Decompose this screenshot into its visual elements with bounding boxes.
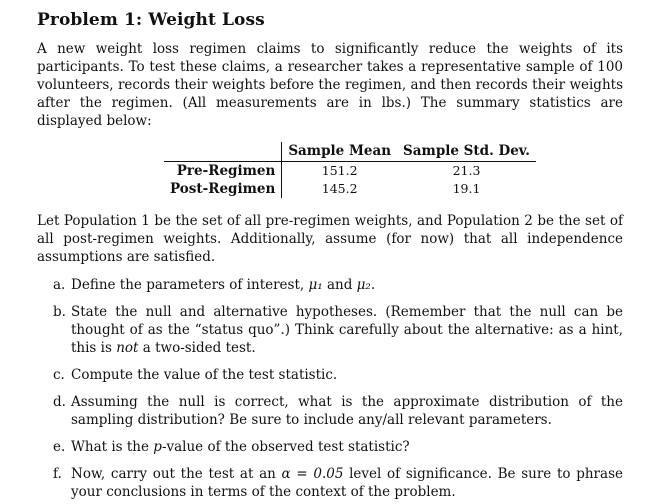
question-marker: c. [53,367,65,383]
population-setup: Let Population 1 be the set of all pre-regimen weights, and Population 2 be the set of all post-regimen weights. Additionally, assume (for now) that all independence assumptions are satisfied. [37,213,623,265]
question-text-end: -value of the observed test statistic? [161,439,410,455]
sentence-end: . [370,277,376,293]
question-marker: b. [53,304,66,320]
question-d [53,393,623,429]
summary-table-wrapper [37,142,623,198]
mu1-symbol: μ₁ [308,277,323,293]
question-text-end: a two-sided test. [138,340,256,356]
question-text: Define the parameters of interest, [71,277,309,293]
question-a [53,276,623,294]
cell-post-mean: 145.2 [321,181,358,196]
conjunction: and [322,277,357,293]
question-marker: a. [53,277,66,293]
question-text: Assuming the null is correct, what is the approximate distribution of the sampling distribution? Be sure to include any/all relevant parameters. [71,394,623,428]
problem-title: Problem 1: Weight Loss [37,10,265,30]
problem-intro: A new weight loss regimen claims to significantly reduce the weights of its participants. To test these claims, a researcher takes a representative sample of 100 volunteers, records their weights before the regimen, and then records their weights after the regimen. (All measurements are in lbs.) The summary statistics are displayed below: [37,41,623,129]
emphasis-not: not [116,340,139,356]
table-corner-cell [164,142,282,162]
row-label-pre: Pre-Regimen [164,162,282,181]
question-b [53,303,623,357]
table-row [164,180,536,198]
column-header-sd: Sample Std. Dev. [397,142,536,162]
summary-statistics-table [164,142,536,198]
column-header-mean: Sample Mean [282,142,397,162]
question-text: What is the [71,439,154,455]
question-text-end: level of significance. Be sure to phrase your conclusions in terms of the context of the problem. [71,466,623,500]
cell-post-sd: 19.1 [452,181,481,196]
question-marker: e. [53,439,66,455]
question-list [37,276,623,501]
cell-pre-sd: 21.3 [452,163,481,178]
question-text: Compute the value of the test statistic. [71,367,338,383]
question-c [53,366,623,384]
row-label-post: Post-Regimen [164,180,282,198]
question-marker: d. [53,394,66,410]
question-text: State the null and alternative hypotheses. (Remember that the null can be thought of as the “status quo”.) Think carefully about the alternative: as a hint, this is [71,304,623,356]
question-f [53,465,623,501]
table-row [164,162,536,181]
question-text: Now, carry out the test at an [71,466,282,482]
alpha-value: α = 0.05 [281,466,344,482]
table-header-row [164,142,536,162]
p-symbol: p [153,439,162,455]
question-marker: f. [53,466,62,482]
mu2-symbol: μ₂ [356,277,371,293]
question-e [53,438,623,456]
cell-pre-mean: 151.2 [321,163,358,178]
